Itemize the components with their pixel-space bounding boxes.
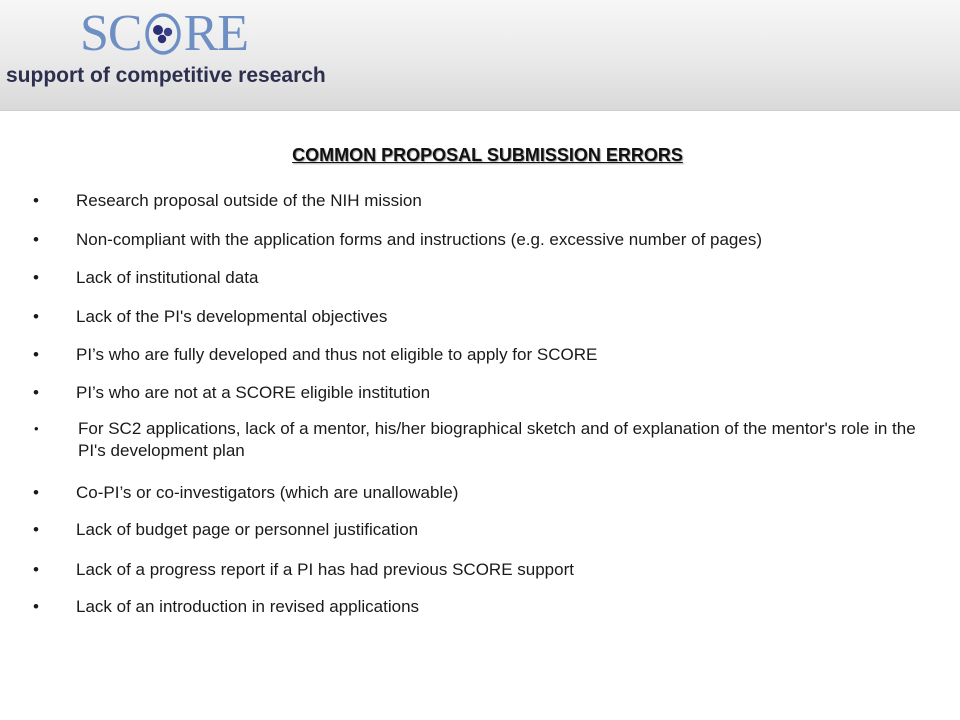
list-item-text: PI’s who are not at a SCORE eligible institution (76, 383, 431, 402)
logo-letters-sc: SC (80, 5, 142, 62)
bullet-icon: • (33, 483, 39, 502)
list-item-text: PI’s who are fully developed and thus not eligible to apply for SCORE (76, 345, 598, 364)
bullet-icon: • (34, 421, 39, 436)
logo-letters-re: RE (183, 5, 249, 62)
list-item-text: Lack of a progress report if a PI has had previous SCORE support (76, 560, 574, 579)
list-item-text: Non-compliant with the application forms and instructions (e.g. excessive number of pages) (76, 230, 763, 249)
bullet-icon: • (33, 383, 39, 402)
list-item-text: Lack of budget page or personnel justification (76, 520, 419, 539)
bullet-icon: • (33, 520, 39, 539)
bullet-icon: • (33, 560, 39, 579)
tagline: support of competitive research (6, 64, 326, 87)
bullet-icon: • (33, 191, 39, 210)
bullet-icon: • (33, 307, 39, 326)
list-item-text: Lack of an introduction in revised applications (76, 597, 420, 616)
bullet-icon: • (33, 345, 39, 364)
bullet-icon: • (33, 268, 39, 287)
list-item-text: Co-PI’s or co-investigators (which are unallowable) (76, 483, 459, 502)
bullet-icon: • (33, 230, 39, 249)
list-item-text: Research proposal outside of the NIH mission (76, 191, 422, 210)
page-title: COMMON PROPOSAL SUBMISSION ERRORS (292, 145, 683, 165)
list-item-text: Lack of institutional data (76, 268, 259, 287)
list-item-text: For SC2 applications, lack of a mentor, his/her biographical sketch and of explanation of the mentor's role in the PI's development plan (78, 419, 916, 460)
bullet-icon: • (33, 597, 39, 616)
list-item-text: Lack of the PI's developmental objectives (76, 307, 388, 326)
